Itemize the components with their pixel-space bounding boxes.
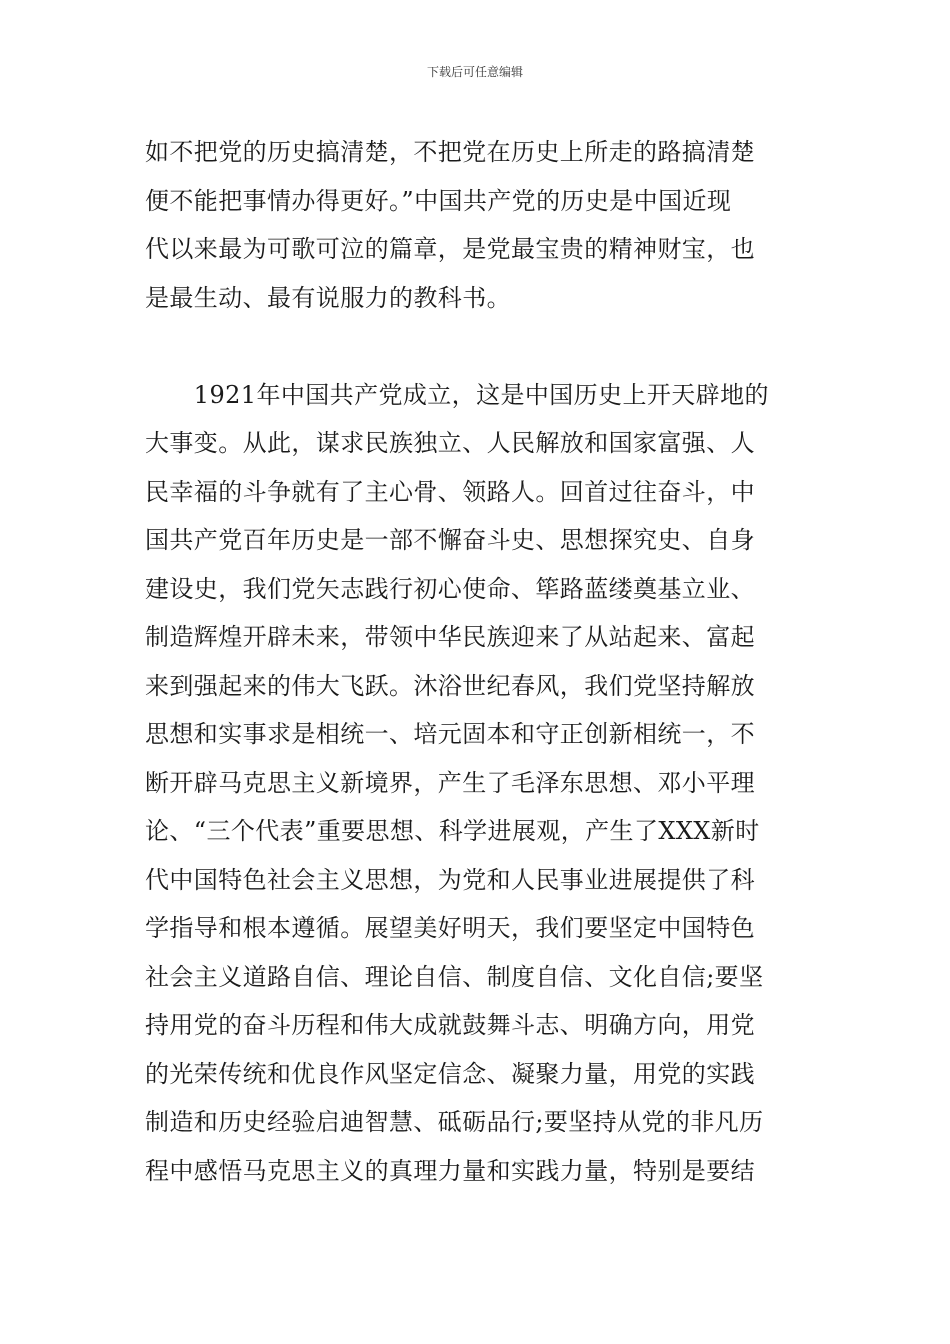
text-line: 如不把党的历史搞清楚，不把党在历史上所走的路搞清楚	[145, 138, 755, 166]
paragraph-spacer	[145, 322, 807, 371]
page-header: 下载后可任意编辑	[426, 65, 523, 79]
text-line: 来到强起来的伟大飞跃。沐浴世纪春风，我们党坚持解放	[145, 671, 755, 700]
text-line: 思想和实事求是相统一、培元固本和守正创新相统一，不	[145, 720, 755, 748]
text-line: 的光荣传统和优良作风坚定信念、凝聚力量，用党的实践	[145, 1059, 755, 1088]
text-line: 代中国特色社会主义思想，为党和人民事业进展提供了科	[145, 865, 755, 894]
text-line: 建设史，我们党矢志践行初心使命、筚路蓝缕奠基立业、	[145, 574, 755, 603]
text-line: 便不能把事情办得更好。”中国共产党的历史是中国近现	[145, 186, 732, 215]
text-line: 社会主义道路自信、理论自信、制度自信、文化自信;要坚	[145, 962, 764, 991]
text-line: 制造和历史经验启迪智慧、砥砺品行;要坚持从党的非凡历	[145, 1108, 764, 1136]
text-line: 大事变。从此，谋求民族独立、人民解放和国家富强、人	[145, 429, 755, 457]
text-line: 学指导和根本遵循。展望美好明天，我们要坚定中国特色	[145, 914, 755, 942]
text-line: 论、“三个代表”重要思想、科学进展观，产生了XXX新时	[145, 817, 760, 845]
text-line: 制造辉煌开辟未来，带领中华民族迎来了从站起来、富起	[145, 623, 755, 651]
text-line: 国共产党百年历史是一部不懈奋斗史、思想探究史、自身	[145, 526, 755, 554]
text-line: 代以来最为可歌可泣的篇章，是党最宝贵的精神财宝，也	[145, 235, 755, 263]
text-line: 1921年中国共产党成立，这是中国历史上开天辟地的	[145, 380, 769, 409]
paragraph-1	[145, 128, 807, 322]
text-line: 民幸福的斗争就有了主心骨、领路人。回首过往奋斗，中	[145, 477, 755, 506]
text-line: 是最生动、最有说服力的教科书。	[145, 283, 511, 312]
document-body	[145, 128, 807, 1195]
paragraph-2	[145, 371, 807, 1196]
text-line: 持用党的奋斗历程和伟大成就鼓舞斗志、明确方向，用党	[145, 1011, 755, 1039]
text-line: 程中感悟马克思主义的真理力量和实践力量，特别是要结	[145, 1156, 755, 1185]
text-line: 断开辟马克思主义新境界，产生了毛泽东思想、邓小平理	[145, 768, 755, 797]
